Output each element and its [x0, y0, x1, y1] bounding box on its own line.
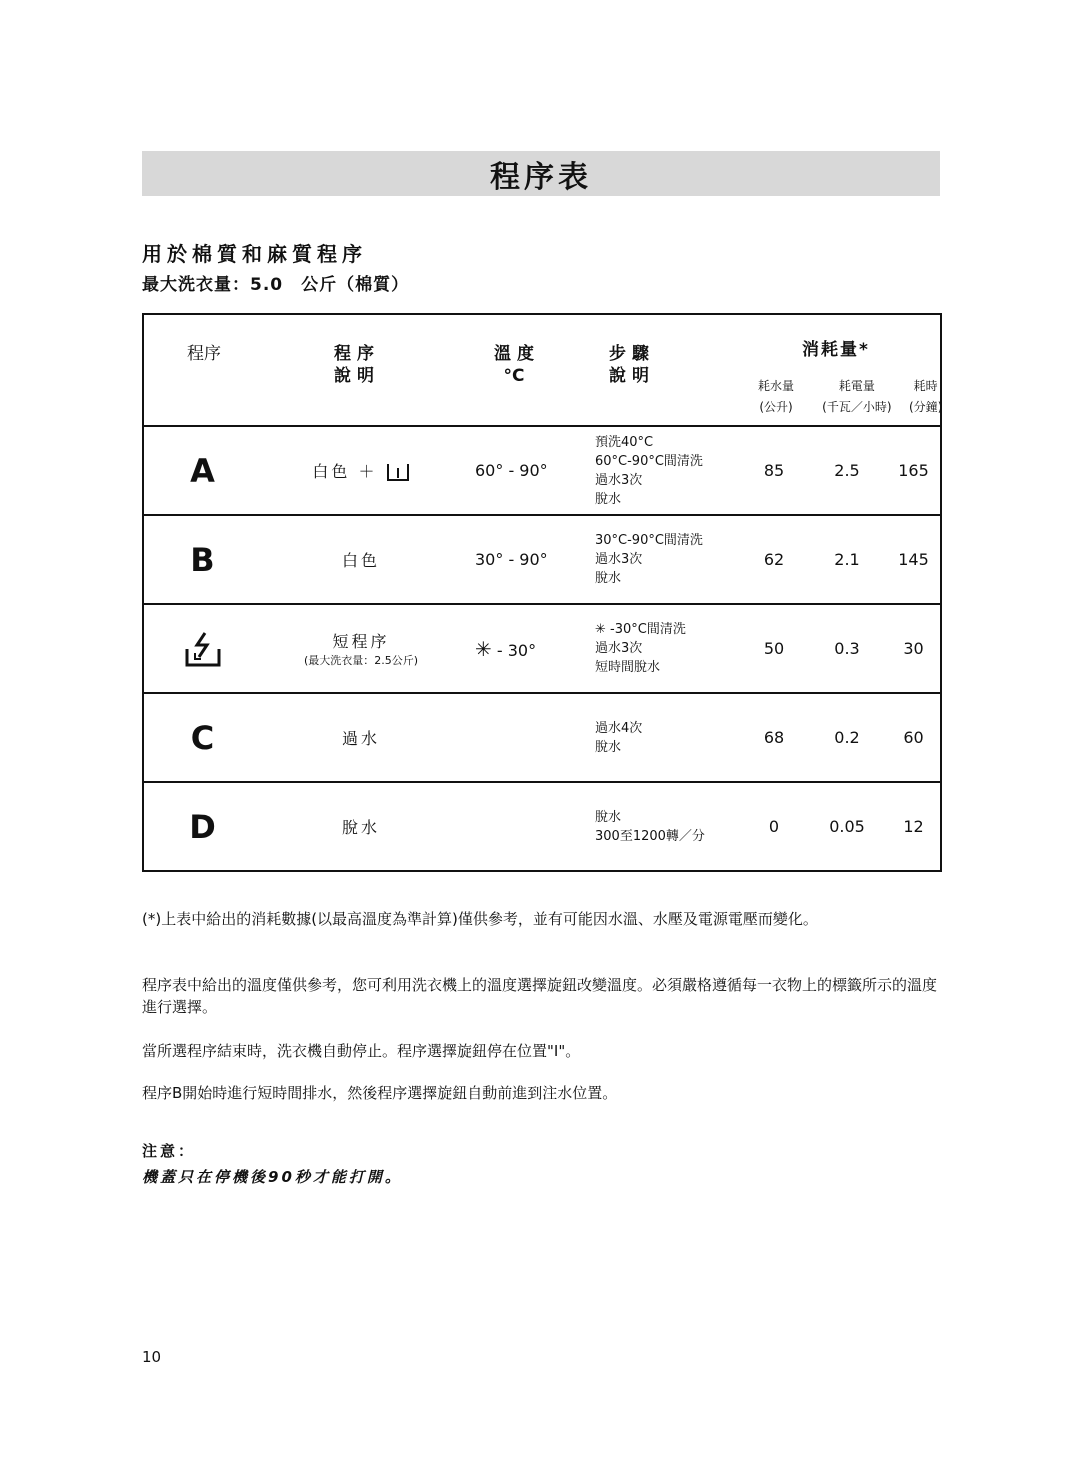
consumption-subheaders: 耗水量 耗電量 耗時 (公升) (千瓦／小時) (分鐘) — [757, 379, 943, 414]
header-steps: 步 驟 說 明 — [609, 344, 649, 386]
max-load-subheading: 最大洗衣量：5.0 公斤（棉質） — [142, 275, 410, 295]
program-temperature: ✳ - 30° — [461, 604, 575, 693]
program-steps: 預洗40°C 60°C-90°C間清洗 過水3次 脫水 — [575, 426, 741, 515]
program-letter: A — [143, 426, 261, 515]
program-temperature: 60° - 90° — [461, 426, 575, 515]
table-row — [143, 782, 941, 871]
time-consumption: 30 — [887, 604, 941, 693]
water-consumption: 85 — [741, 426, 807, 515]
section-heading: 用於棉質和麻質程序 — [142, 242, 367, 266]
program-letter: D — [143, 782, 261, 871]
program-letter: B — [143, 515, 261, 604]
time-consumption: 60 — [887, 693, 941, 782]
program-description: 白色 — [261, 515, 461, 604]
energy-consumption: 0.2 — [807, 693, 887, 782]
consumption-note: (*)上表中給出的消耗數據(以最高溫度為準計算)僅供參考，並有可能因水溫、水壓及電源電壓而變化。 — [142, 910, 818, 928]
cold-snowflake-icon: ✳ — [595, 622, 611, 637]
program-description: 脫水 — [261, 782, 461, 871]
program-temperature — [461, 782, 575, 871]
program-steps: ✳ -30°C間清洗 過水3次 短時間脫水 — [575, 604, 741, 693]
caution-text: 機蓋只在停機後90秒才能打開。 — [142, 1168, 403, 1186]
program-end-note: 當所選程序結束時，洗衣機自動停止。程序選擇旋鈕停在位置"I"。 — [142, 1042, 581, 1060]
header-program: 程序 — [187, 344, 221, 364]
program-temperature: 30° - 90° — [461, 515, 575, 604]
energy-consumption: 2.5 — [807, 426, 887, 515]
water-consumption: 68 — [741, 693, 807, 782]
max-load-note: (最大洗衣量：2.5公斤) — [303, 654, 419, 667]
table-row — [143, 693, 941, 782]
time-consumption: 12 — [887, 782, 941, 871]
water-consumption: 0 — [741, 782, 807, 871]
energy-consumption: 0.3 — [807, 604, 887, 693]
program-steps: 30°C-90°C間清洗 過水3次 脫水 — [575, 515, 741, 604]
table-row — [143, 426, 941, 515]
table-row — [143, 604, 941, 693]
time-consumption: 145 — [887, 515, 941, 604]
hand-wash-icon — [143, 604, 261, 693]
prewash-tub-icon — [386, 462, 410, 481]
program-table — [142, 313, 942, 872]
program-temperature — [461, 693, 575, 782]
table-row — [143, 515, 941, 604]
program-steps: 脫水 300至1200轉／分 — [575, 782, 741, 871]
page-number: 10 — [142, 1348, 162, 1366]
program-description: 過水 — [261, 693, 461, 782]
header-consumption: 消耗量* — [802, 340, 870, 360]
program-description: 短程序 (最大洗衣量：2.5公斤) — [261, 604, 461, 693]
program-description: 白色 ＋ — [261, 426, 461, 515]
program-letter: C — [143, 693, 261, 782]
caution-label: 注意： — [142, 1142, 197, 1160]
header-temperature: 溫 度 °C — [494, 344, 534, 386]
header-description: 程 序 說 明 — [334, 344, 374, 386]
program-b-note: 程序B開始時進行短時間排水，然後程序選擇旋鈕自動前進到注水位置。 — [142, 1084, 618, 1102]
page-title: 程序表 — [142, 151, 940, 196]
time-consumption: 165 — [887, 426, 941, 515]
program-steps: 過水4次 脫水 — [575, 693, 741, 782]
water-consumption: 62 — [741, 515, 807, 604]
energy-consumption: 0.05 — [807, 782, 887, 871]
energy-consumption: 2.1 — [807, 515, 887, 604]
water-consumption: 50 — [741, 604, 807, 693]
temperature-note: 程序表中給出的溫度僅供參考，您可利用洗衣機上的溫度選擇旋鈕改變溫度。必須嚴格遵循每一衣物上的標籤所示的溫度進行選擇。 — [142, 976, 938, 1016]
cold-snowflake-icon: ✳ — [475, 636, 492, 661]
